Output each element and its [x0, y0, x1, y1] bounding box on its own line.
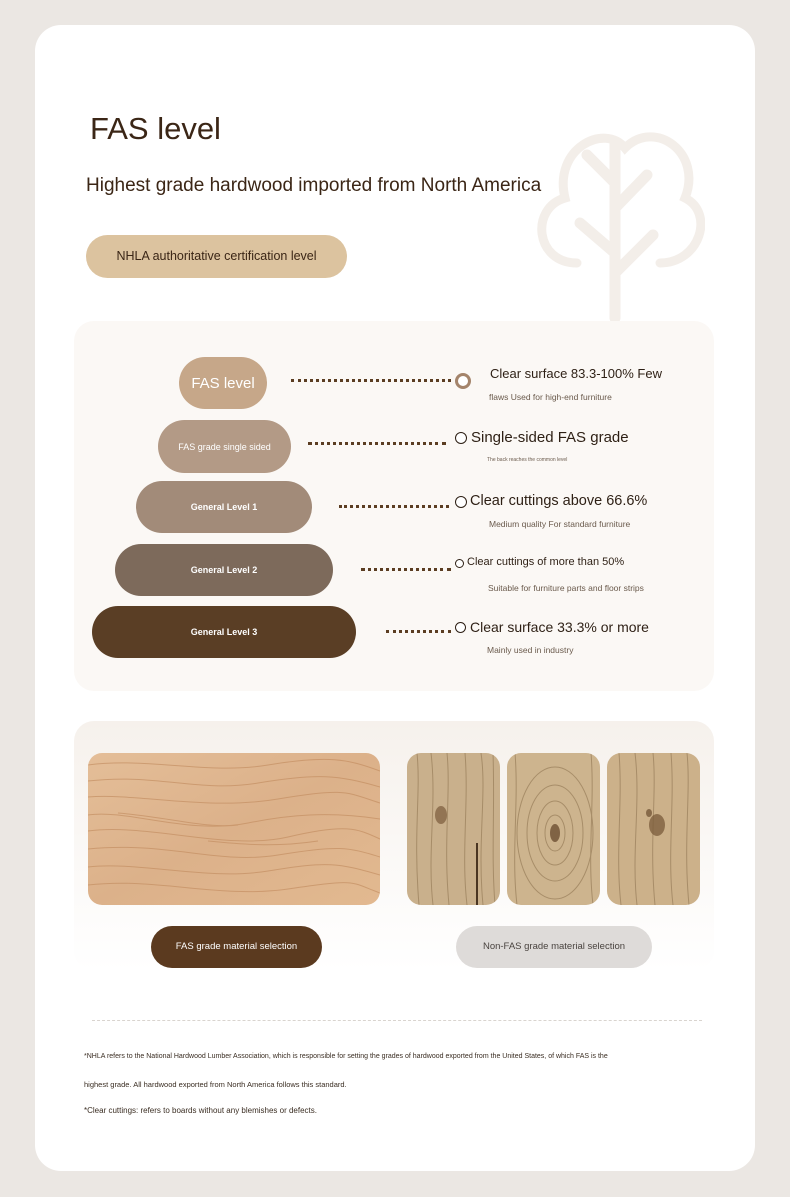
material-comparison-panel	[74, 721, 714, 971]
grade-description: Clear cuttings above 66.6%	[470, 493, 648, 509]
dotted-connector	[361, 568, 451, 571]
grade-pill-label: General Level 2	[190, 565, 258, 575]
grade-usage: Suitable for furniture parts and floor strips	[488, 583, 644, 593]
grade-pill-general-level-3	[92, 606, 356, 658]
grade-marker-icon	[455, 432, 467, 444]
non-fas-selection-label: Non-FAS grade material selection	[456, 926, 652, 968]
grade-pill-general-level-1	[136, 481, 312, 533]
non-fas-wood-sample-image	[507, 753, 600, 905]
section-divider	[92, 1020, 702, 1021]
page-subtitle: Highest grade hardwood imported from North America	[86, 175, 542, 196]
footnote-nhla-continued: highest grade. All hardwood exported from North America follows this standard.	[84, 1080, 347, 1089]
dotted-connector	[339, 505, 449, 508]
grade-pill-general-level-2	[115, 544, 333, 596]
non-fas-wood-sample-image	[407, 753, 500, 905]
fas-wood-sample-image	[88, 753, 380, 905]
grade-pill-label: General Level 3	[190, 627, 258, 637]
footnote-nhla: *NHLA refers to the National Hardwood Lumber Association, which is responsible for setting the grades of hardwood exported from the United States, of which FAS is the	[84, 1053, 608, 1060]
grade-usage: The back reaches the common level	[487, 457, 568, 463]
fas-selection-label: FAS grade material selection	[151, 926, 322, 968]
tree-icon	[525, 113, 705, 323]
non-fas-wood-sample-image	[607, 753, 700, 905]
grade-description: Clear surface 33.3% or more	[470, 619, 649, 635]
dotted-connector	[386, 630, 451, 633]
grade-marker-icon	[455, 559, 464, 568]
grade-usage: Medium quality For standard furniture	[489, 519, 631, 529]
grade-usage: Mainly used in industry	[487, 645, 574, 655]
grade-description: Clear surface 83.3-100% Few	[490, 366, 662, 381]
grade-levels-panel	[74, 321, 714, 691]
grade-marker-icon	[455, 622, 466, 633]
grade-pill-fas-single-sided	[158, 420, 291, 473]
footnote-clear-cuttings: *Clear cuttings: refers to boards without any blemishes or defects.	[84, 1106, 317, 1115]
grade-pill-label: FAS grade single sided	[178, 441, 271, 452]
dotted-connector	[291, 379, 451, 382]
grade-description: Single-sided FAS grade	[471, 429, 629, 446]
grade-pill-label: General Level 1	[190, 502, 258, 512]
certification-badge: NHLA authoritative certification level	[86, 235, 347, 278]
page-title: FAS level	[90, 111, 221, 146]
grade-marker-icon	[455, 496, 467, 508]
dotted-connector	[308, 442, 446, 445]
grade-pill-label: FAS level	[191, 374, 255, 392]
grade-usage: flaws Used for high-end furniture	[489, 392, 612, 402]
grade-pill-fas	[179, 357, 267, 409]
grade-description: Clear cuttings of more than 50%	[467, 556, 625, 568]
content-card	[35, 25, 755, 1171]
grade-marker-icon	[455, 373, 471, 389]
